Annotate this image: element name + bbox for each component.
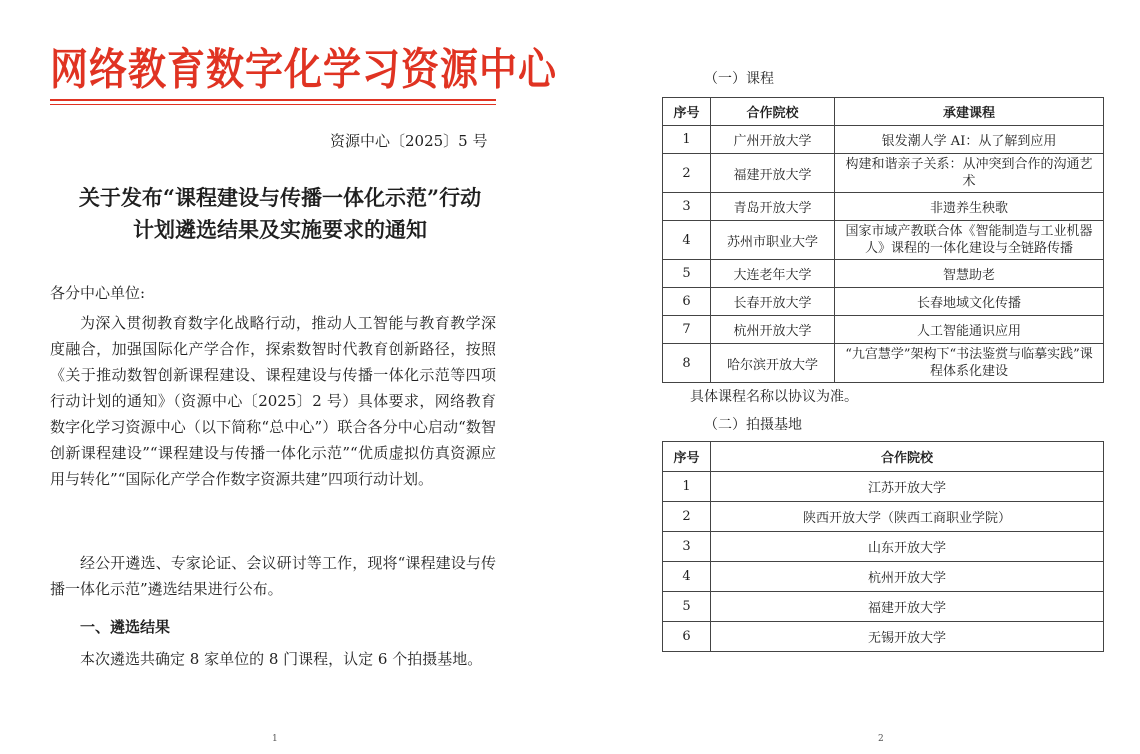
course-cell: 银发潮人学 AI：从了解到应用 [835,126,1104,154]
column-header: 合作院校 [711,98,835,126]
masthead-title: 网络教育数字化学习资源中心 [50,44,558,95]
institution-cell: 无锡开放大学 [711,622,1104,652]
document-title-line: 关于发布“课程建设与传播一体化示范”行动 [78,185,482,210]
table-row [663,193,1104,221]
row-index: 3 [663,532,711,562]
table-row [663,288,1104,316]
row-index: 3 [663,193,711,221]
masthead-rule-thin [50,104,496,105]
course-cell: 构建和谐亲子关系：从冲突到合作的沟通艺术 [835,154,1104,193]
salutation: 各分中心单位: [50,284,146,302]
row-index: 1 [663,472,711,502]
row-index: 5 [663,260,711,288]
course-note: 具体课程名称以协议为准。 [690,389,858,405]
institution-cell: 广州开放大学 [711,126,835,154]
row-index: 1 [663,126,711,154]
table-row [663,562,1104,592]
institution-cell: 杭州开放大学 [711,316,835,344]
row-index: 4 [663,221,711,260]
row-index: 5 [663,592,711,622]
document-title-line: 计划遴选结果及实施要求的通知 [133,217,427,242]
course-cell: “九宫慧学”架构下“书法鉴赏与临摹实践”课程体系化建设 [835,344,1104,383]
table-header-row [663,98,1104,126]
institution-cell: 青岛开放大学 [711,193,835,221]
course-cell: 长春地域文化传播 [835,288,1104,316]
table-row [663,154,1104,193]
body-paragraph: 本次遴选共确定 8 家单位的 8 门课程，认定 6 个拍摄基地。 [80,650,483,668]
institution-cell: 大连老年大学 [711,260,835,288]
base-table [662,441,1104,652]
table-row [663,592,1104,622]
institution-cell: 福建开放大学 [711,592,1104,622]
institution-cell: 杭州开放大学 [711,562,1104,592]
row-index: 7 [663,316,711,344]
row-index: 6 [663,622,711,652]
column-header: 序号 [663,442,711,472]
course-table [662,97,1104,383]
course-cell: 国家市域产教联合体《智能制造与工业机器人》课程的一体化建设与全链路传播 [835,221,1104,260]
table-row [663,126,1104,154]
institution-cell: 江苏开放大学 [711,472,1104,502]
table-header-row [663,442,1104,472]
document-number: 资源中心〔2025〕5 号 [330,132,488,150]
row-index: 8 [663,344,711,383]
table-row [663,622,1104,652]
table-row [663,532,1104,562]
course-cell: 人工智能通识应用 [835,316,1104,344]
table-row [663,221,1104,260]
institution-cell: 哈尔滨开放大学 [711,344,835,383]
table-row [663,472,1104,502]
column-header: 承建课程 [835,98,1104,126]
column-header: 序号 [663,98,711,126]
row-index: 2 [663,154,711,193]
body-paragraph: 经公开遴选、专家论证、会议研讨等工作，现将“课程建设与传播一体化示范”遴选结果进行公布。 [50,554,496,598]
courses-subheading: （一）课程 [704,71,774,87]
institution-cell: 山东开放大学 [711,532,1104,562]
body-paragraph: 为深入贯彻教育数字化战略行动，推动人工智能与教育教学深度融合，加强国际化产学合作，探索数智时代教育创新路径，按照《关于推动数智创新课程建设、课程建设与传播一体化示范等四项行动计划的通知》（资源中心〔2025〕2 号）具体要求，网络教育数字化学习资源中心（以下简称“总中心”）联合各分中心启动“数智创新课程建设”“课程建设与传播一体化示范”“优质虚拟仿真资源应用与转化”“国际化产学合作数字资源共建”四项行动计划。 [50,314,496,488]
table-row [663,502,1104,532]
table-row [663,260,1104,288]
masthead-rule [50,99,496,101]
institution-cell: 苏州市职业大学 [711,221,835,260]
institution-cell: 长春开放大学 [711,288,835,316]
document-page-2 [570,0,1140,754]
institution-cell: 陕西开放大学（陕西工商职业学院） [711,502,1104,532]
course-cell: 非遗养生秧歌 [835,193,1104,221]
bases-subheading: （二）拍摄基地 [704,417,802,433]
row-index: 2 [663,502,711,532]
column-header: 合作院校 [711,442,1104,472]
section-heading: 一、遴选结果 [80,618,171,636]
row-index: 4 [663,562,711,592]
table-row [663,316,1104,344]
document-title [50,182,510,246]
page-number: 2 [878,734,884,744]
page-number: 1 [272,734,278,744]
row-index: 6 [663,288,711,316]
table-row [663,344,1104,383]
institution-cell: 福建开放大学 [711,154,835,193]
course-cell: 智慧助老 [835,260,1104,288]
